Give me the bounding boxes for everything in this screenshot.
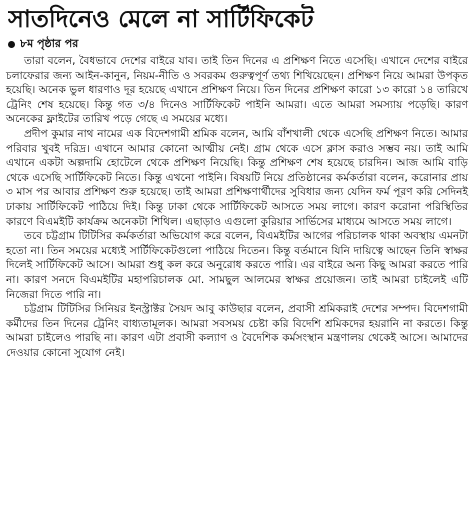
continued-from-line [8,36,468,52]
article-paragraph: তবে চট্টগ্রাম টিটিসির কর্মকর্তারা অভিযোগ করে বলেন, বিএমইটির আগের পরিচালক থাকা অবস্থায় এমনটা হতো না। তিন সময়ের মধ্যেই সার্টিফিকেটগুলো পাঠিয়ে দিতেন। কিন্তু বর্তমানে যিনি দায়িত্বে আছেন তিনি স্বাক্ষর দিলেই সার্টিফিকেট আসে। আমরা শুধু কল করে অনুরোধ করতে পারি। এর বাইরে অন্য কিছু আমরা করতে পারি না। কারণ সনদে বিএমইটির মহাপরিচালক মো. সামছুল আলমের স্বাক্ষর প্রয়োজন। তাই আমরা চাইলেই এটি নিজেরা দিতে পারি না। [6,230,468,301]
article-paragraph: প্রদীপ কুমার নাথ নামের এক বিদেশগামী শ্রমিক বলেন, আমি বাঁশখালী থেকে এসেছি প্রশিক্ষণ নিতে। আমার পরিবার খুবই দরিদ্র। এখানে আমার কোনো আত্মীয় নেই। গ্রাম থেকে এসে ক্লাস করাও সম্ভব নয়। তাই আমি এখানে একটা অল্পদামি হোটেলে থেকে প্রশিক্ষণ নিয়েছি। কিন্তু প্রশিক্ষণ শেষ হয়েছে চারদিন। আজ আমি বাড়ি থেকে এসেছি সার্টিফিকেট নিতে। কিন্তু এখনো পাইনি। বিষয়টি নিয়ে প্রতিষ্ঠানের কর্মকর্তারা বলেন, করোনার প্রায় ৩ মাস পর আবার প্রশিক্ষণ শুরু হয়েছে। তাই আমরা প্রশিক্ষণার্থীদের সুবিধার জন্য যেদিন ফর্ম পূরণ করি সেদিনই ঢাকায় সার্টিফিকেট পাঠিয়ে দিই। কিন্তু ঢাকা থেকে সার্টিফিকেট আসতে সময় লাগে। কারণ করোনা পরিস্থিতির কারণে বিএমইটি কার্যক্রম অনেকটা শিথিল। এছাড়াও এগুলো কুরিয়ার সার্ভিসের মাধ্যমে আসতে সময় লাগে। [6,127,468,228]
bullet-dot-icon [8,41,15,48]
article-body [6,54,468,360]
article-paragraph: চট্টগ্রাম টিটিসির সিনিয়র ইনস্ট্রাক্টর সৈয়দ আবু কাউছার বলেন, প্রবাসী শ্রমিকরাই দেশের সম্পদ। বিদেশগামী কর্মীদের তিন দিনের ট্রেনিং বাধ্যতামূলক। আমরা সবসময় চেষ্টা করি বিদেশি শ্রমিকদের হয়রানি না করতে। কিন্তু আমরা চাইলেও পারছি না। কারণ এটা প্রবাসী কল্যাণ ও বৈদেশিক কর্মসংস্থান মন্ত্রণালয় থেকেই আসে। আমাদের দেওয়ার কোনো সুযোগ নেই। [6,303,468,359]
article-paragraph: তারা বলেন, বৈধভাবে দেশের বাইরে যাব। তাই তিন দিনের এ প্রশিক্ষণ নিতে এসেছি। এখানে দেশের বাইরে চলাফেরার জন্য আইন-কানুন, নিয়ম-নীতি ও সবরকম গুরুত্বপূর্ণ তথ্য শিখিয়েছেন। প্রশিক্ষণ নিয়ে আমরা উপকৃত হয়েছি। অনেক ভুল ধারণাও দূর হয়েছে এখানে প্রশিক্ষণ নিয়ে। তিন দিনের প্রশিক্ষণ কারো ১৩ কারো ১৪ তারিখে ট্রেনিং শেষ হয়েছে। কিন্তু গত ৩/৪ দিনেও সার্টিফিকেট পাইনি আমরা। এতে আমরা সমস্যায় পড়েছি। কারণ অনেকের ফ্লাইটের তারিখ পড়ে গেছে এ সময়ের মধ্যে। [6,55,468,126]
headline: সাতদিনেও মেলে না সার্টিফিকেট [8,5,314,33]
continued-from-text: ৮ম পৃষ্ঠার পর [20,36,79,50]
